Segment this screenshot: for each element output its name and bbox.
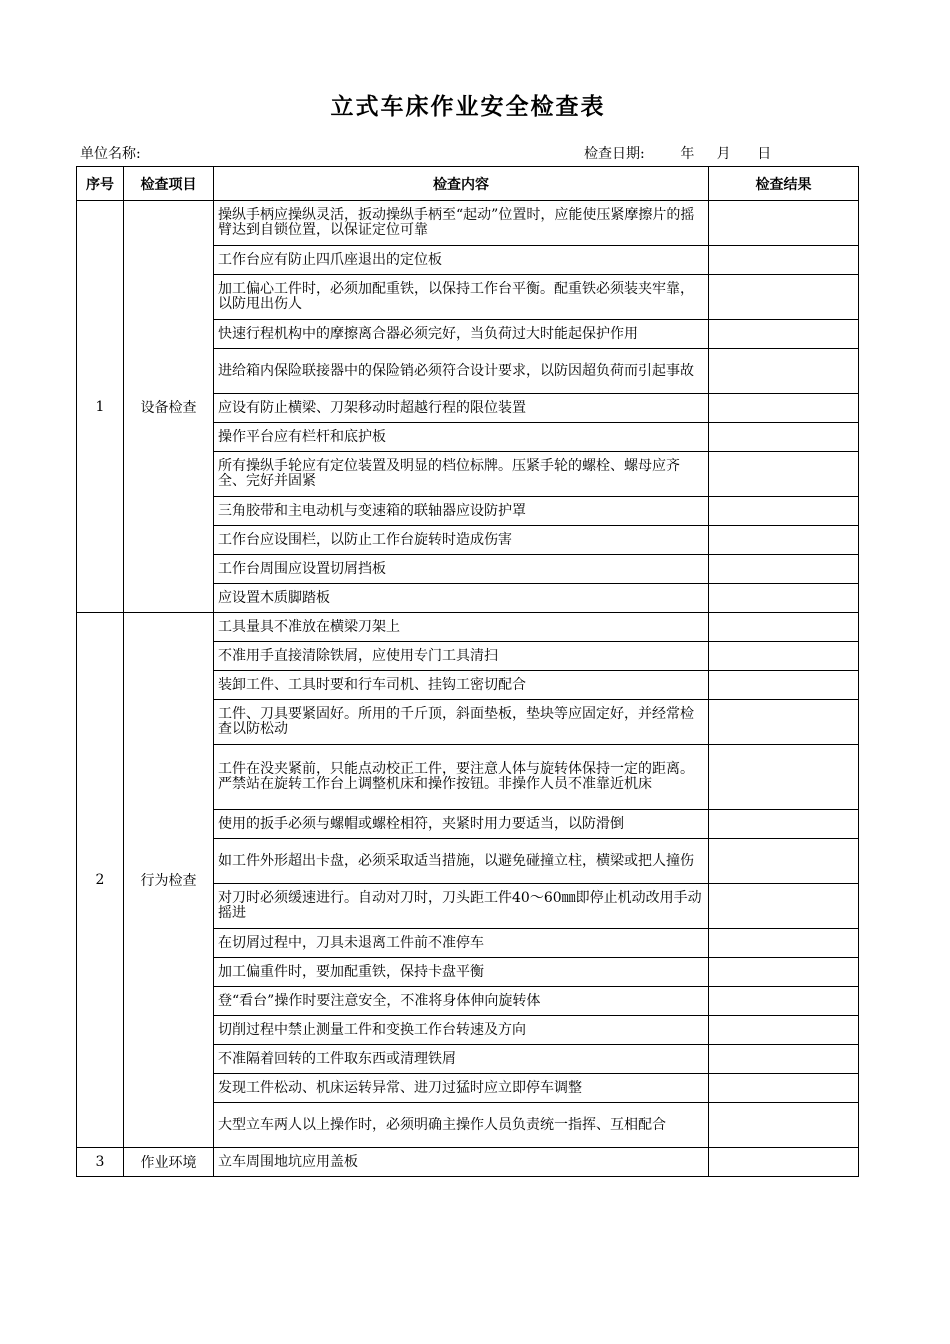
header-item: 检查项目 [124,167,214,201]
check-content-cell: 装卸工件、工具时要和行车司机、挂钩工密切配合 [214,671,709,700]
check-content-cell: 切削过程中禁止测量工件和变换工作台转速及方向 [214,1016,709,1045]
check-result-cell[interactable] [709,642,859,671]
check-result-cell[interactable] [709,423,859,452]
check-content-cell: 如工件外形超出卡盘，必须采取适当措施，以避免碰撞立柱，横梁或把人撞伤 [214,839,709,884]
check-content-cell: 工具量具不准放在横梁刀架上 [214,613,709,642]
check-result-cell[interactable] [709,497,859,526]
check-result-cell[interactable] [709,884,859,929]
header-result: 检查结果 [709,167,859,201]
table-row [77,613,859,642]
check-content-cell: 工作台周围应设置切屑挡板 [214,555,709,584]
check-content-cell: 工件在没夹紧前，只能点动校正工件，要注意人体与旋转体保持一定的距离。严禁站在旋转工作台上调整机床和操作按钮。非操作人员不准靠近机床 [214,745,709,810]
check-content-cell: 操作平台应有栏杆和底护板 [214,423,709,452]
table-body [77,201,859,1177]
check-content-cell: 对刀时必须缓速进行。自动对刀时，刀头距工件40～60㎜即停止机动改用手动摇进 [214,884,709,929]
check-result-cell[interactable] [709,246,859,275]
check-content-cell: 加工偏心工件时，必须加配重铁，以保持工作台平衡。配重铁必须装夹牢靠，以防甩出伤人 [214,275,709,320]
check-result-cell[interactable] [709,1148,859,1177]
check-content-cell: 发现工件松动、机床运转异常、进刀过猛时应立即停车调整 [214,1074,709,1103]
check-result-cell[interactable] [709,929,859,958]
check-content-cell: 所有操纵手轮应有定位装置及明显的档位标牌。压紧手轮的螺栓、螺母应齐全、完好并固紧 [214,452,709,497]
check-content-cell: 快速行程机构中的摩擦离合器必须完好，当负荷过大时能起保护作用 [214,320,709,349]
check-content-cell: 不准用手直接清除铁屑，应使用专门工具清扫 [214,642,709,671]
check-item-cell: 行为检查 [124,613,214,1148]
check-result-cell[interactable] [709,1016,859,1045]
check-result-cell[interactable] [709,1103,859,1148]
check-result-cell[interactable] [709,1045,859,1074]
check-result-cell[interactable] [709,349,859,394]
check-content-cell: 加工偏重件时，要加配重铁，保持卡盘平衡 [214,958,709,987]
seq-cell: 1 [77,201,124,613]
check-result-cell[interactable] [709,1074,859,1103]
check-content-cell: 在切屑过程中，刀具未退离工件前不准停车 [214,929,709,958]
header-seq: 序号 [77,167,124,201]
check-result-cell[interactable] [709,745,859,810]
check-result-cell[interactable] [709,555,859,584]
check-result-cell[interactable] [709,320,859,349]
check-result-cell[interactable] [709,452,859,497]
check-content-cell: 三角胶带和主电动机与变速箱的联轴器应设防护罩 [214,497,709,526]
check-result-cell[interactable] [709,394,859,423]
check-content-cell: 工作台应设围栏，以防止工作台旋转时造成伤害 [214,526,709,555]
check-content-cell: 操纵手柄应操纵灵活，扳动操纵手柄至“起动”位置时，应能使压紧摩擦片的摇臂达到自锁位置，以保证定位可靠 [214,201,709,246]
check-item-cell: 设备检查 [124,201,214,613]
inspection-date-label: 检查日期: 年 月 日 [584,146,772,162]
check-result-cell[interactable] [709,700,859,745]
check-content-cell: 工件、刀具要紧固好。所用的千斤顶，斜面垫板，垫块等应固定好，并经常检查以防松动 [214,700,709,745]
check-result-cell[interactable] [709,671,859,700]
check-result-cell[interactable] [709,839,859,884]
check-content-cell: 应设有防止横梁、刀架移动时超越行程的限位装置 [214,394,709,423]
table-header-row [77,167,859,201]
page-title: 立式车床作业安全检查表 [330,94,606,120]
check-content-cell: 应设置木质脚踏板 [214,584,709,613]
check-content-cell: 进给箱内保险联接器中的保险销必须符合设计要求，以防因超负荷而引起事故 [214,349,709,394]
check-content-cell: 使用的扳手必须与螺帽或螺栓相符，夹紧时用力要适当，以防滑倒 [214,810,709,839]
check-result-cell[interactable] [709,958,859,987]
seq-cell: 3 [77,1148,124,1177]
check-result-cell[interactable] [709,526,859,555]
check-result-cell[interactable] [709,201,859,246]
check-result-cell[interactable] [709,613,859,642]
check-content-cell: 工作台应有防止四爪座退出的定位板 [214,246,709,275]
table-row [77,201,859,246]
check-item-cell: 作业环境 [124,1148,214,1177]
seq-cell: 2 [77,613,124,1148]
check-result-cell[interactable] [709,584,859,613]
check-result-cell[interactable] [709,275,859,320]
check-result-cell[interactable] [709,810,859,839]
header-content: 检查内容 [214,167,709,201]
check-content-cell: 不准隔着回转的工件取东西或清理铁屑 [214,1045,709,1074]
checklist-table [76,166,859,1177]
check-content-cell: 大型立车两人以上操作时，必须明确主操作人员负责统一指挥、互相配合 [214,1103,709,1148]
check-content-cell: 立车周围地坑应用盖板 [214,1148,709,1177]
table-row [77,1148,859,1177]
check-result-cell[interactable] [709,987,859,1016]
check-content-cell: 登“看台”操作时要注意安全，不准将身体伸向旋转体 [214,987,709,1016]
unit-name-label: 单位名称: [80,146,141,162]
